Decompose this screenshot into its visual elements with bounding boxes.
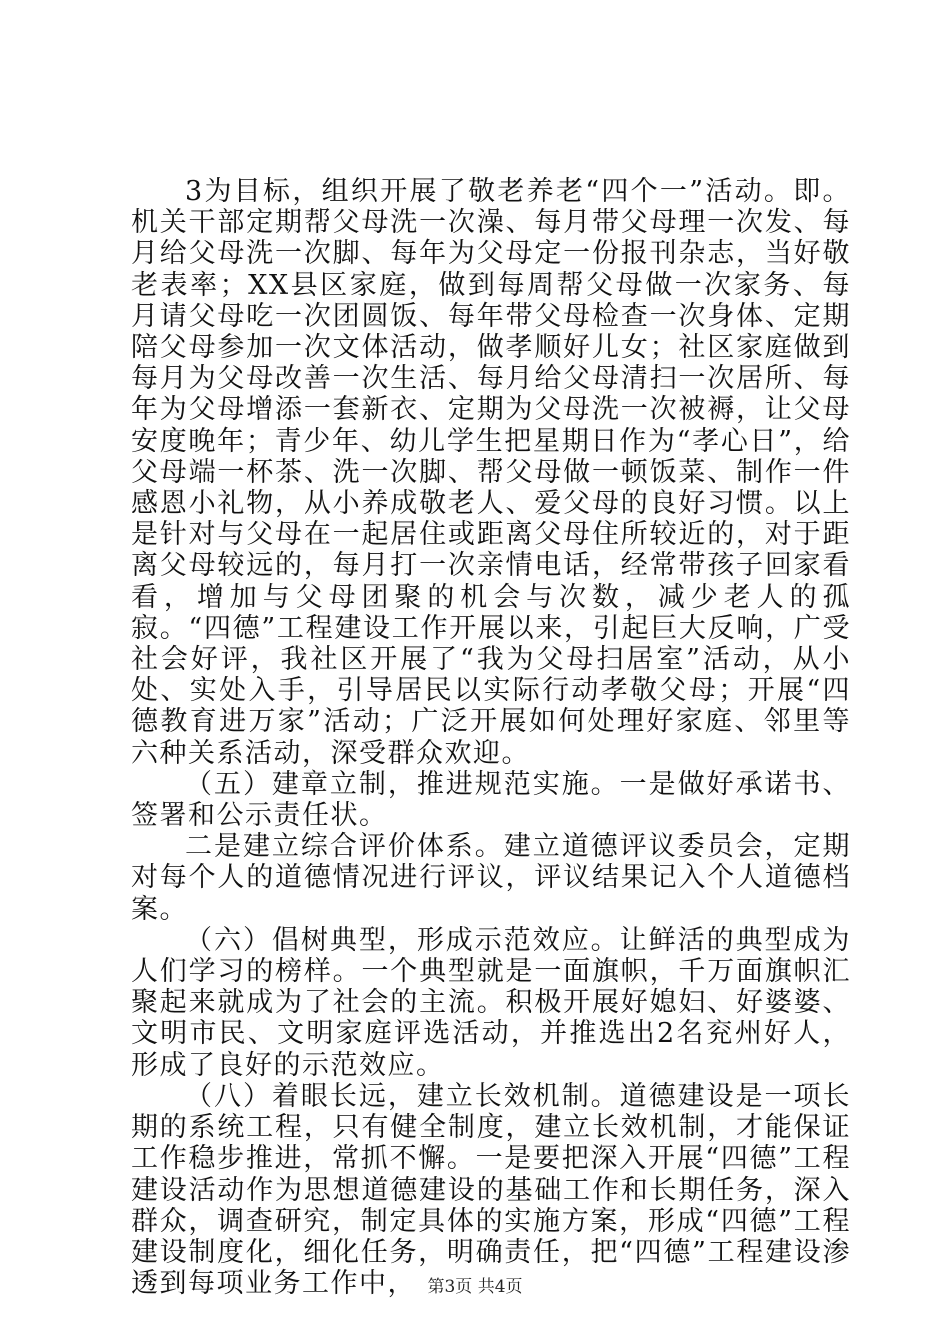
paragraph-filial-piety-activities: 3为目标，组织开展了敬老养老“四个一”活动。即。机关干部定期帮父母洗一次澡、每月带父母理一次发、每月给父母洗一次脚、每年为父母定一份报刊杂志，当好敬老表率；XX县区家庭，做到每周帮父母做一次家务、每月请父母吃一次团圆饭、每年带父母检查一次身体、定期陪父母参加一次文体活动，做孝顺好儿女；社区家庭做到每月为父母改善一次生活、每月给父母清扫一次居所、每年为父母增添一套新衣、定期为父母洗一次被褥，让父母安度晚年；青少年、幼儿学生把星期日作为“孝心日”，给父母端一杯茶、洗一次脚、帮父母做一顿饭菜、制作一件感恩小礼物，从小养成敬老人、爱父母的良好习惯。以上是针对与父母在一起居住或距离父母住所较近的，对于距离父母较远的，每月打一次亲情电话，经常带孩子回家看看，增加与父母团聚的机会与次数，减少老人的孤寂。“四德”工程建设工作开展以来，引起巨大反响，广受社会好评，我社区开展了“我为父母扫居室”活动，从小处、实处入手，引导居民以实际行动孝敬父母；开展“四德教育进万家”活动；广泛开展如何处理好家庭、邻里等六种关系活动，深受群众欢迎。	[131, 176, 851, 769]
paragraph-section-five: （五）建章立制，推进规范实施。一是做好承诺书、签署和公示责任状。	[131, 768, 851, 832]
paragraph-section-six: （六）倡树典型，形成示范效应。让鲜活的典型成为人们学习的榜样。一个典型就是一面旗帜，千万面旗帜汇聚起来就成为了社会的主流。积极开展好媳妇、好婆婆、文明市民、文明家庭评选活动，并推选出2名兖州好人，形成了良好的示范效应。	[131, 924, 851, 1081]
page-number-footer: 第3页 共4页	[427, 1277, 523, 1297]
document-body	[131, 176, 851, 1299]
paragraph-evaluation-system: 二是建立综合评价体系。建立道德评议委员会，定期对每个人的道德情况进行评议，评议结果记入个人道德档案。	[131, 831, 851, 925]
paragraph-section-eight: （八）着眼长远，建立长效机制。道德建设是一项长期的系统工程，只有健全制度，建立长效机制，才能保证工作稳步推进，常抓不懈。一是要把深入开展“四德”工程建设活动作为思想道德建设的基础工作和长期任务，深入群众，调查研究，制定具体的实施方案，形成“四德”工程建设制度化，细化任务，明确责任，把“四德”工程建设渗透到每项业务工作中，	[131, 1080, 851, 1300]
